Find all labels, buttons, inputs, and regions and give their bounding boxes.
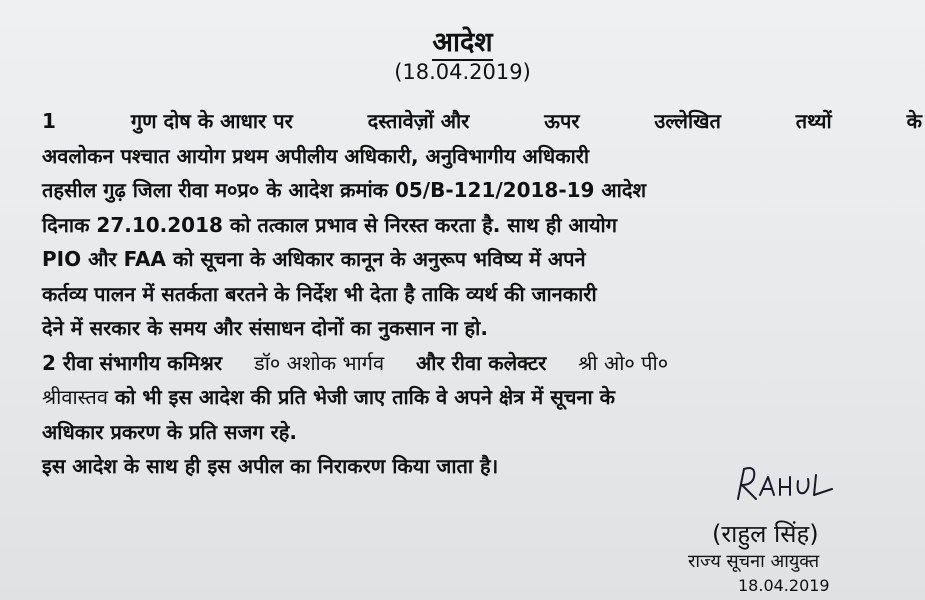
para2-line3: अधिकार प्रकरण के प्रति सजग रहे. [42,419,298,444]
para1-word: उल्लेखित [654,109,721,133]
signature-block [660,455,920,600]
para1-line4: दिनाक 27.10.2018 को तत्काल प्रभाव से निरस्त करता है. साथ ही आयोग [42,212,617,237]
para1-word: गुण दोष के आधार पर [130,109,293,133]
handwritten-signature [730,459,850,507]
para2-commissioner-text: 2 रीवा संभागीय कमिश्नर [42,350,223,375]
para1-line7: देने में सरकार के समय और संसाधन दोनों का नुकसान ना हो. [42,316,488,340]
collector-name: श्री ओ० पी० [578,350,669,375]
collector-surname: श्रीवास्तव [42,385,108,409]
order-body [42,104,922,484]
para1-line3: तहसील गुढ़ जिला रीवा म०प्र० के आदेश क्रमांक 05/B-121/2018-19 आदेश [42,178,647,202]
para1-word: दस्तावेज़ों और [367,109,470,133]
para2-line1 [42,346,922,381]
commissioner-name: डॉ० अशोक भार्गव [254,350,385,375]
signatory-designation: राज्य सूचना आयुक्त [688,551,820,572]
para1-word: तथ्यों [795,109,832,133]
para1-line1 [42,104,922,139]
document-date: (18.04.2019) [394,60,531,84]
para2-copy-text: को भी इस आदेश की प्रति भेजी जाए ताकि वे अपने क्षेत्र में सूचना के [114,385,616,409]
closing-line: इस आदेश के साथ ही इस अपील का निराकरण किया जाता है। [42,454,499,478]
para1-word: ऊपर [544,109,580,133]
para1-line2: अवलोकन पश्चात आयोग प्रथम अपीलीय अधिकारी, अनुविभागीय अधिकारी [42,143,590,168]
signatory-name: (राहुल सिंह) [712,520,819,548]
para2-collector-text: और रीवा कलेक्टर [416,350,547,375]
para1-line5: PIO और FAA को सूचना के अधिकार कानून के अनुरूप भविष्य में अपने [42,247,586,271]
signature-date: 18.04.2019 [738,576,830,595]
para1-word: के [906,109,922,133]
para1-number: 1 [42,109,56,133]
para1-line6: कर्तव्य पालन में सतर्कता बरतने के निर्देश भी देता है ताकि व्यर्थ की जानकारी [42,281,597,306]
para2-line2 [42,380,922,415]
document-title [0,22,925,59]
document-title-text: आदेश [432,27,492,61]
